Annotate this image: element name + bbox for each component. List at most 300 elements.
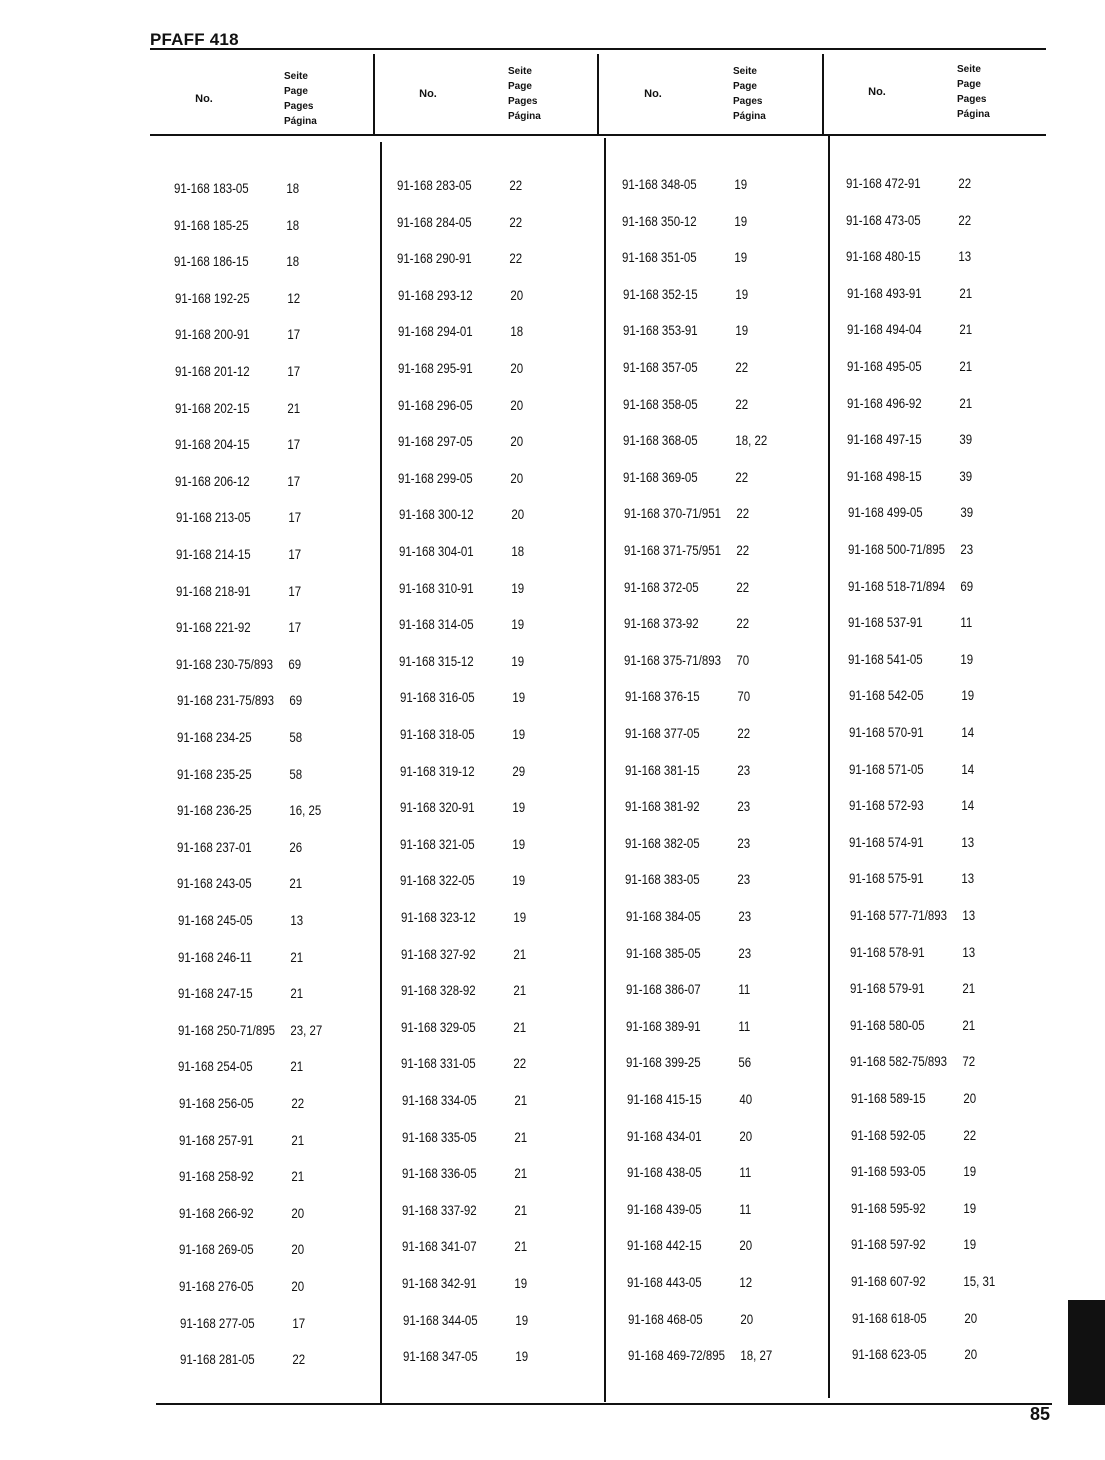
page-reference: 21 (513, 982, 527, 999)
part-number: 91-168 438-05 (626, 1164, 702, 1181)
page-reference: 17 (288, 619, 302, 636)
table-row (851, 1127, 976, 1143)
page-reference: 19 (511, 652, 525, 669)
header-page-label-line: Página (733, 111, 766, 122)
page-reference: 19 (512, 872, 526, 889)
page-reference: 17 (287, 436, 301, 453)
part-number: 91-168 352-15 (622, 285, 698, 302)
page-reference: 19 (515, 1348, 528, 1365)
page-reference: 20 (510, 506, 524, 523)
page-reference: 21 (513, 1092, 527, 1108)
table-row (399, 580, 524, 596)
table-row (401, 982, 526, 998)
page-reference: 22 (735, 505, 749, 522)
page-reference: 69 (288, 655, 302, 672)
table-row (626, 908, 751, 924)
part-number: 91-168 230-75/893 (176, 655, 274, 672)
page-reference: 58 (289, 729, 302, 745)
table-row (625, 871, 750, 887)
part-number: 91-168 329-05 (401, 1018, 476, 1035)
part-number: 91-168 473-05 (846, 211, 921, 228)
header-page-label (284, 69, 317, 129)
table-row (847, 468, 972, 484)
table-row (178, 985, 303, 1001)
part-number: 91-168 310-91 (398, 579, 474, 596)
page-reference: 22 (509, 250, 523, 267)
table-row (850, 1017, 975, 1033)
part-number: 91-168 493-91 (846, 284, 922, 301)
table-row (402, 1275, 527, 1291)
thumb-index-tab (1068, 1300, 1105, 1405)
table-row (398, 287, 523, 303)
page-reference: 23, 27 (290, 1021, 323, 1038)
page-reference: 19 (511, 579, 525, 596)
part-number: 91-168 336-05 (401, 1165, 477, 1182)
page-reference: 22 (736, 542, 749, 558)
table-row (175, 436, 300, 452)
part-number: 91-168 582-75/893 (850, 1053, 948, 1070)
part-number: 91-168 472-91 (846, 175, 921, 191)
table-row (627, 1201, 751, 1217)
page-reference: 21 (291, 1168, 304, 1185)
table-row (174, 253, 299, 269)
part-number: 91-168 372-05 (623, 578, 699, 595)
page-reference: 20 (510, 469, 524, 486)
page-reference: 22 (509, 213, 523, 230)
header-page-label-line: Página (957, 109, 990, 120)
page-reference: 21 (290, 1058, 304, 1075)
part-number: 91-168 595-92 (851, 1199, 926, 1216)
table-row (401, 1055, 526, 1071)
part-number: 91-168 578-91 (849, 943, 925, 960)
part-number: 91-168 575-91 (849, 870, 925, 887)
table-row (177, 729, 302, 745)
column-divider-3 (822, 54, 824, 135)
table-row (626, 945, 751, 961)
part-number: 91-168 214-15 (175, 546, 251, 562)
table-row (852, 1310, 977, 1326)
table-row (400, 763, 525, 779)
page-reference: 14 (961, 760, 974, 777)
part-number: 91-168 347-05 (402, 1348, 478, 1365)
page-reference: 20 (739, 1127, 752, 1144)
table-row (848, 541, 973, 557)
table-row (628, 1311, 753, 1327)
part-number: 91-168 377-05 (624, 725, 700, 741)
table-row (179, 1168, 304, 1184)
header-page-label-line: Pages (508, 96, 538, 107)
page-reference: 11 (739, 1164, 752, 1181)
table-row (623, 322, 748, 338)
table-row (626, 1054, 751, 1070)
page-reference: 21 (514, 1128, 527, 1145)
table-row (397, 177, 522, 193)
part-number: 91-168 468-05 (627, 1310, 703, 1327)
table-row (851, 1200, 976, 1216)
header-page-label-line: Page (733, 81, 757, 92)
header-page-label-line: Seite (957, 64, 981, 75)
table-row (848, 651, 973, 667)
page-reference: 21 (962, 1016, 976, 1033)
part-number: 91-168 202-15 (175, 399, 250, 416)
page-reference: 22 (513, 1055, 527, 1072)
table-row (623, 432, 767, 448)
header-page-label-line: Page (284, 86, 308, 97)
table-row (398, 433, 523, 449)
page-reference: 23 (738, 944, 751, 961)
part-number: 91-168 334-05 (401, 1092, 477, 1108)
table-row (175, 473, 300, 489)
part-number: 91-168 281-05 (179, 1351, 255, 1368)
page-reference: 19 (963, 1163, 976, 1180)
table-row (402, 1165, 527, 1181)
page-reference: 21 (513, 1018, 527, 1035)
table-row (176, 583, 301, 599)
table-row (398, 360, 523, 376)
part-number: 91-168 495-05 (846, 358, 922, 374)
page-reference: 19 (511, 616, 525, 633)
part-number: 91-168 592-05 (850, 1126, 926, 1143)
part-number: 91-168 243-05 (177, 875, 253, 892)
part-number: 91-168 572-93 (849, 797, 924, 814)
page-reference: 22 (736, 615, 750, 632)
header-page-label-line: Pages (957, 94, 987, 105)
table-row (626, 981, 750, 997)
part-number: 91-168 537-91 (848, 614, 923, 631)
table-row (624, 542, 749, 558)
page-reference: 20 (291, 1204, 305, 1221)
table-row (624, 615, 749, 631)
table-row (399, 506, 524, 522)
part-number: 91-168 439-05 (627, 1200, 702, 1217)
table-row (400, 799, 525, 815)
table-row (625, 798, 750, 814)
table-row (175, 363, 300, 379)
page-reference: 21 (514, 1201, 528, 1218)
table-row (623, 469, 748, 485)
part-number: 91-168 371-75/951 (623, 542, 721, 558)
part-number: 91-168 192-25 (174, 289, 250, 306)
header-page-label-line: Pages (733, 96, 763, 107)
table-row (846, 212, 971, 228)
part-number: 91-168 358-05 (623, 395, 698, 412)
table-row (397, 214, 522, 230)
part-number: 91-168 237-01 (177, 838, 252, 855)
page-reference: 70 (736, 688, 750, 705)
top-rule (150, 48, 1046, 50)
table-row (627, 1128, 752, 1144)
header-page-label-line: Página (284, 116, 317, 127)
part-number: 91-168 385-05 (625, 944, 701, 961)
part-number: 91-168 183-05 (174, 180, 249, 196)
document-title: PFAFF 418 (150, 30, 239, 49)
page-reference: 11 (738, 1017, 751, 1034)
table-row (174, 217, 299, 233)
part-number: 91-168 344-05 (402, 1311, 478, 1328)
header-no-label: No. (644, 88, 662, 100)
table-row (179, 1132, 304, 1148)
part-number: 91-168 300-12 (398, 506, 474, 523)
table-row (179, 1205, 304, 1221)
page-reference: 19 (512, 799, 526, 816)
part-number: 91-168 256-05 (178, 1095, 254, 1111)
part-number: 91-168 231-75/893 (176, 692, 274, 709)
part-number: 91-168 518-71/894 (847, 577, 945, 594)
table-row (847, 358, 972, 374)
page-reference: 23 (737, 798, 751, 815)
page-reference: 56 (738, 1054, 752, 1071)
page-reference: 22 (963, 1126, 976, 1143)
page-reference: 20 (739, 1237, 753, 1254)
page-reference: 72 (962, 1053, 976, 1070)
part-number: 91-168 276-05 (179, 1278, 255, 1294)
page-reference: 39 (959, 504, 973, 521)
part-number: 91-168 542-05 (848, 687, 924, 704)
part-number: 91-168 235-25 (176, 765, 252, 782)
part-number: 91-168 348-05 (622, 176, 697, 192)
table-row (849, 870, 974, 886)
part-number: 91-168 245-05 (177, 912, 253, 928)
table-row (850, 944, 975, 960)
table-row (175, 290, 300, 306)
table-row (849, 834, 974, 850)
part-number: 91-168 498-15 (847, 467, 923, 484)
page-reference: 19 (734, 249, 748, 266)
part-number: 91-168 204-15 (175, 436, 250, 453)
part-number: 91-168 369-05 (623, 468, 699, 485)
page-reference: 11 (739, 1200, 752, 1217)
part-number: 91-168 236-25 (177, 802, 252, 819)
part-number: 91-168 297-05 (398, 433, 473, 450)
page-reference: 22 (292, 1351, 305, 1368)
table-row (624, 505, 749, 521)
table-row (625, 762, 750, 778)
part-number: 91-168 314-05 (399, 616, 474, 633)
table-row (851, 1090, 976, 1106)
part-number: 91-168 284-05 (397, 213, 472, 230)
part-number: 91-168 327-92 (400, 945, 476, 962)
header-page-label (508, 64, 541, 124)
part-number: 91-168 357-05 (622, 359, 698, 375)
page-reference: 16, 25 (289, 802, 322, 819)
table-row (400, 836, 525, 852)
page-reference: 19 (734, 212, 748, 229)
column-divider-body-2 (604, 138, 606, 1402)
part-number: 91-168 304-01 (398, 543, 474, 559)
page-reference: 19 (511, 689, 525, 706)
table-row (176, 619, 301, 635)
page-reference: 19 (514, 1311, 528, 1328)
part-number: 91-168 322-05 (400, 872, 476, 889)
table-row (625, 725, 750, 741)
table-row (177, 802, 321, 818)
table-row (180, 1351, 305, 1367)
part-number: 91-168 328-92 (400, 982, 476, 999)
header-page-label-line: Page (957, 79, 981, 90)
page-reference: 69 (960, 577, 974, 594)
part-number: 91-168 218-91 (175, 582, 251, 599)
page-reference: 23 (737, 908, 751, 924)
page-reference: 21 (291, 1131, 304, 1148)
page-reference: 17 (287, 363, 301, 379)
page-reference: 23 (737, 834, 751, 851)
page-reference: 13 (958, 248, 972, 265)
page-reference: 21 (959, 358, 973, 374)
part-number: 91-168 316-05 (399, 689, 475, 706)
table-row (177, 839, 302, 855)
part-number: 91-168 469-72/895 (627, 1347, 725, 1364)
page-reference: 19 (960, 687, 974, 704)
table-row (175, 400, 300, 416)
table-row (846, 248, 971, 264)
table-row (851, 1236, 976, 1252)
table-row (399, 543, 524, 559)
part-number: 91-168 386-07 (625, 981, 701, 998)
table-row (403, 1348, 528, 1364)
page-reference: 21 (959, 394, 973, 411)
page-reference: 21 (289, 875, 303, 892)
part-number: 91-168 496-92 (847, 394, 922, 411)
part-number: 91-168 246-11 (177, 948, 252, 965)
page-reference: 17 (291, 1314, 305, 1331)
table-row (179, 1241, 304, 1257)
page-reference: 19 (734, 176, 748, 192)
table-row (848, 504, 973, 520)
table-row (851, 1163, 976, 1179)
table-row (627, 1091, 752, 1107)
part-number: 91-168 213-05 (175, 509, 251, 526)
part-number: 91-168 497-15 (847, 431, 922, 448)
part-number: 91-168 494-04 (846, 321, 922, 338)
page-reference: 17 (287, 326, 300, 343)
header-page-label (733, 64, 766, 124)
part-number: 91-168 607-92 (851, 1273, 927, 1289)
table-row (398, 470, 523, 486)
page-reference: 17 (288, 546, 301, 562)
part-number: 91-168 618-05 (851, 1309, 927, 1326)
part-number: 91-168 500-71/895 (847, 541, 945, 557)
page-reference: 23 (737, 761, 750, 778)
page-reference: 21 (958, 284, 972, 301)
page-reference: 11 (738, 981, 751, 998)
table-row (178, 1058, 303, 1074)
page-reference: 19 (963, 1236, 977, 1253)
part-number: 91-168 434-01 (626, 1127, 702, 1144)
column-divider-2 (597, 54, 599, 135)
page-reference: 21 (287, 399, 301, 416)
table-row (176, 546, 301, 562)
table-row (397, 250, 522, 266)
page-reference: 21 (513, 945, 526, 962)
page-reference: 20 (964, 1346, 977, 1363)
page-reference: 29 (512, 762, 525, 779)
table-row (176, 509, 301, 525)
table-row (626, 1018, 750, 1034)
page-reference: 22 (290, 1095, 304, 1111)
part-number: 91-168 442-15 (627, 1237, 702, 1254)
table-row (402, 1202, 527, 1218)
page-reference: 13 (962, 943, 975, 960)
part-number: 91-168 319-12 (399, 762, 475, 779)
page-reference: 26 (289, 838, 303, 855)
part-number: 91-168 185-25 (174, 216, 249, 233)
part-number: 91-168 499-05 (847, 504, 923, 521)
table-row (175, 326, 300, 342)
table-row (403, 1312, 528, 1328)
part-number: 91-168 323-12 (400, 909, 476, 925)
table-row (624, 579, 749, 595)
page-reference: 58 (289, 765, 302, 782)
table-row (180, 1315, 305, 1331)
part-number: 91-168 384-05 (625, 908, 701, 924)
part-number: 91-168 342-91 (402, 1275, 478, 1291)
table-row (400, 689, 525, 705)
part-number: 91-168 335-05 (401, 1128, 477, 1145)
part-number: 91-168 389-91 (626, 1017, 701, 1034)
page-reference: 13 (289, 912, 303, 928)
header-page-label-line: Pages (284, 101, 314, 112)
part-number: 91-168 290-91 (397, 250, 473, 267)
table-row (399, 616, 524, 632)
part-number: 91-168 351-05 (622, 249, 698, 266)
part-number: 91-168 571-05 (848, 760, 924, 777)
page-reference: 20 (510, 433, 524, 450)
part-number: 91-168 623-05 (851, 1346, 927, 1363)
table-row (399, 653, 524, 669)
table-row (178, 949, 303, 965)
table-row (850, 907, 975, 923)
table-row (622, 249, 747, 265)
page-reference: 19 (512, 909, 526, 925)
part-number: 91-168 381-15 (624, 761, 700, 778)
table-row (847, 321, 972, 337)
page-reference: 18 (286, 216, 300, 233)
table-row (176, 656, 301, 672)
table-row (847, 395, 972, 411)
header-page-label-line: Seite (733, 66, 757, 77)
part-number: 91-168 341-07 (402, 1238, 477, 1255)
table-row (178, 912, 303, 928)
page-reference: 19 (734, 285, 748, 302)
table-row (622, 176, 747, 192)
page-reference: 19 (960, 650, 974, 667)
page-reference: 70 (736, 651, 750, 668)
table-row (401, 909, 526, 925)
part-number: 91-168 269-05 (179, 1241, 254, 1258)
header-page-label-line: Página (508, 111, 541, 122)
page-reference: 22 (509, 177, 523, 193)
table-row (178, 1022, 322, 1038)
part-number: 91-168 415-15 (626, 1091, 702, 1107)
table-row (625, 688, 750, 704)
table-row (847, 431, 972, 447)
table-row (179, 1095, 304, 1111)
page-reference: 14 (961, 797, 975, 814)
table-row (400, 872, 525, 888)
page-reference: 18 (286, 180, 300, 196)
table-row (847, 285, 972, 301)
part-number: 91-168 597-92 (851, 1236, 926, 1253)
part-number: 91-168 254-05 (178, 1058, 253, 1075)
table-row (402, 1092, 527, 1108)
table-row (852, 1346, 977, 1362)
page-reference: 20 (509, 286, 523, 303)
page-reference: 23 (960, 541, 973, 557)
page-reference: 22 (735, 468, 749, 485)
part-number: 91-168 373-92 (624, 615, 699, 632)
table-row (849, 797, 974, 813)
table-row (624, 652, 749, 668)
